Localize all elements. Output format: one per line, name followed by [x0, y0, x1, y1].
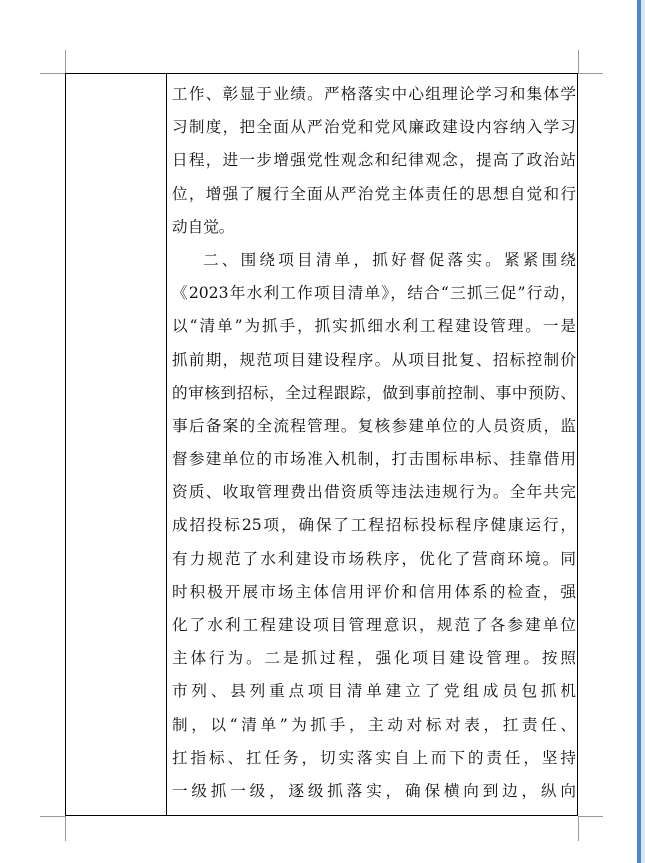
table-column-divider	[166, 74, 167, 815]
text-line: 制，以“清单”为抓手，主动对标对表，扛责任、	[172, 715, 576, 734]
crop-mark	[578, 816, 579, 841]
crop-mark	[40, 73, 65, 74]
text-line: 成招投标25项，确保了工程招标投标程序健康运行，	[172, 516, 576, 535]
crop-mark	[578, 816, 603, 817]
text-line: 时积极开展市场主体信用评价和信用体系的检查，强	[172, 582, 576, 601]
text-line: 《2023年水利工作项目清单》，结合“三抓三促”行动，	[172, 284, 576, 303]
crop-mark	[578, 73, 603, 74]
text-line: 扛指标、扛任务，切实落实自上而下的责任，坚持	[172, 748, 576, 767]
text-line: 的审核到招标，全过程跟踪，做到事前控制、事中预防、	[172, 383, 576, 402]
text-line: 主体行为。二是抓过程，强化项目建设管理。按照	[172, 649, 576, 668]
crop-mark	[40, 816, 65, 817]
text-line: 以“清单”为抓手，抓实抓细水利工程建设管理。一是	[172, 317, 576, 336]
text-line: 抓前期，规范项目建设程序。从项目批复、招标控制价	[172, 350, 576, 369]
text-line: 事后备案的全流程管理。复核参建单位的人员资质，监	[172, 416, 576, 435]
text-line: 有力规范了水利建设市场秩序，优化了营商环境。同	[172, 549, 576, 568]
text-line: 工作、彰显于业绩。严格落实中心组理论学习和集体学	[172, 85, 576, 103]
text-line: 日程，进一步增强党性观念和纪律观念，提高了政治站	[172, 151, 576, 170]
text-line: 动自觉。	[172, 217, 235, 236]
crop-mark	[578, 50, 579, 73]
text-line: 化了水利工程建设项目管理意识，规范了各参建单位	[172, 616, 576, 634]
text-line: 市列、县列重点项目清单建立了党组成员包抓机	[172, 682, 576, 701]
crop-mark	[65, 50, 66, 73]
text-line: 二、围绕项目清单，抓好督促落实。紧紧围绕	[203, 250, 576, 269]
document-table	[65, 73, 578, 816]
table-content-cell[interactable]	[172, 78, 576, 808]
viewport-gutter	[641, 0, 645, 863]
text-line: 一级抓一级，逐级抓落实，确保横向到边，纵向	[172, 781, 576, 800]
text-line: 资质、收取管理费出借资质等违法违规行为。全年共完	[172, 483, 576, 502]
text-line: 督参建单位的市场准入机制，打击围标串标、挂靠借用	[172, 450, 576, 469]
crop-mark	[65, 816, 66, 841]
text-line: 位，增强了履行全面从严治党主体责任的思想自觉和行	[172, 184, 576, 203]
text-line: 习制度，把全面从严治党和党风廉政建设内容纳入学习	[172, 118, 576, 137]
